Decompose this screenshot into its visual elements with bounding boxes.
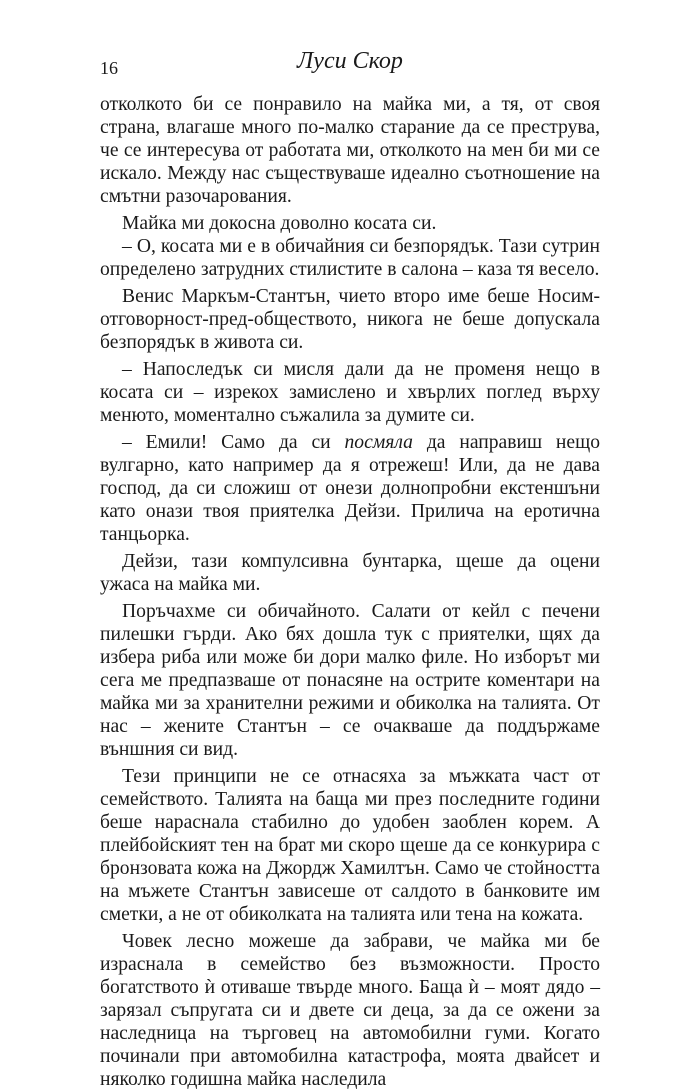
running-title: Луси Скор (297, 48, 403, 74)
paragraph: Поръчахме си обичайното. Салати от кейл с печени пилешки гърди. Ако бях дошла тук с приятелки, щях да избера риба или може би дори малко филе. Но изборът ми сега ме предпазваше от понасяне на острите коментари на майка ми за хранителни режими и обиколка на талията. От нас – жените Стантън – се очакваше да поддържаме външния си вид. (100, 601, 600, 760)
page-header (100, 48, 600, 84)
paragraph-text: – Емили! Само да си (122, 432, 345, 453)
paragraph: отколкото би се понравило на майка ми, а тя, от своя страна, влагаше много по-малко старание да се преструва, че се интересува от работата ми, отколкото на мен би ми се искало. Между нас съществуваше идеално съотношение на смътни разочарования. (100, 94, 600, 207)
paragraph: Тези принципи не се отнасяха за мъжката част от семейството. Талията на баща ми през последните години беше нараснала стабилно до удобен заоблен корем. А плейбойският тен на брат ми скоро щеше да се конкурира с бронзовата кожа на Джордж Хамилтън. Само че стойността на мъжете Стантън зависеше от салдото в банковите им сметки, а не от обиколката на талията или тена на кожата. (100, 766, 600, 925)
paragraph: Майка ми докосна доволно косата си. (122, 213, 437, 234)
emphasis-text: посмяла (344, 432, 413, 453)
paragraph: Дейзи, тази компулсивна бунтарка, щеше да оцени ужаса на майка ми. (100, 551, 600, 595)
paragraph: – О, косата ми е в обичайния си безпорядък. Тази сутрин определено затрудних стилистите в салона – каза тя весело. (100, 236, 600, 280)
paragraph-text: да направиш нещо вулгарно, като например да я отрежеш! Или, да не дава господ, да си сложиш от онези долнопробни екстеншъни като онази твоя приятелка Дейзи. Прилича на еротична танцьорка. (100, 432, 600, 545)
paragraph: Човек лесно можеше да забрави, че майка ми бе израснала в семейство без възможности. Просто богатството ѝ отиваше твърде много. Баща ѝ – моят дядо – зарязал съпругата си и двете си деца, за да се ожени за наследница на търговец на автомобилни гуми. Когато починали при автомобилна катастрофа, моята двайсет и няколко годишна майка наследила (100, 931, 600, 1090)
body-text (100, 93, 600, 1091)
page-number: 16 (100, 58, 118, 78)
paragraph: – Напоследък си мисля дали да не променя нещо в косата си – изрекох замислено и хвърлих поглед върху менюто, моментално съжалила за думите си. (100, 359, 600, 426)
paragraph: Венис Маркъм-Стантън, чието второ име беше Носим-отговорност-пред-обществото, никога не беше допускала безпорядък в живота си. (100, 286, 600, 353)
paragraph (100, 431, 600, 546)
